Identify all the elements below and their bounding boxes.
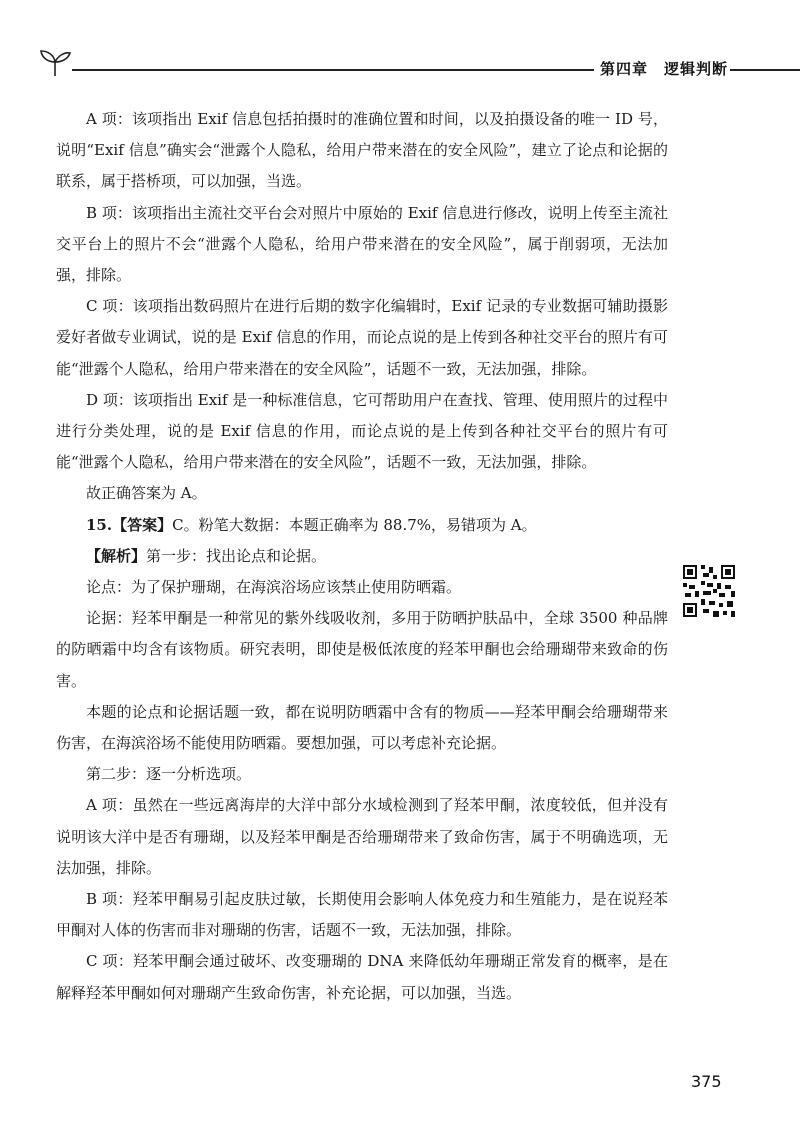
answer-label: 15.【答案】 <box>86 515 173 534</box>
page-body <box>56 104 668 1009</box>
paragraph: C 项：该项指出数码照片在进行后期的数字化编辑时，Exif 记录的专业数据可辅助摄影爱好者做专业调试，说的是 Exif 信息的作用，而论点说的是上传到各种社交平台的照片有可能“泄露个人隐私，给用户带来潜在的安全风险”，话题不一致，无法加强，排除。 <box>56 297 668 378</box>
analysis-label: 【解析】 <box>86 546 147 565</box>
qr-code-icon[interactable] <box>681 563 737 619</box>
paragraph: B 项：羟苯甲酮易引起皮肤过敏，长期使用会影响人体免疫力和生殖能力，是在说羟苯甲酮对人体的伤害而非对珊瑚的伤害，话题不一致，无法加强，排除。 <box>56 890 668 940</box>
paragraph: B 项：该项指出主流社交平台会对照片中原始的 Exif 信息进行修改，说明上传至主流社交平台上的照片不会“泄露个人隐私，给用户带来潜在的安全风险”，属于削弱项，无法加强，排除。 <box>56 203 668 285</box>
paragraph: C 项：羟苯甲酮会通过破坏、改变珊瑚的 DNA 来降低幼年珊瑚正常发育的概率，是在解释羟苯甲酮如何对珊瑚产生致命伤害，补充论据，可以加强，当选。 <box>56 952 668 1002</box>
paragraph: 论点：为了保护珊瑚，在海滨浴场应该禁止使用防晒霜。 <box>86 578 462 597</box>
answer-line <box>56 510 668 541</box>
paragraph: A 项：该项指出 Exif 信息包括拍摄时的准确位置和时间，以及拍摄设备的唯一 ID 号，说明“Exif 信息”确实会“泄露个人隐私，给用户带来潜在的安全风险”，建立了论点和论据的联系，属于搭桥项，可以加强，当选。 <box>56 110 668 191</box>
header-rule-right <box>730 69 800 71</box>
analysis-line <box>56 541 668 572</box>
paragraph: 故正确答案为 A。 <box>86 484 207 503</box>
paragraph: A 项：虽然在一些远离海岸的大洋中部分水域检测到了羟苯甲酮，浓度较低，但并没有说明该大洋中是否有珊瑚，以及羟苯甲酮是否给珊瑚带来了致命伤害，属于不明确选项，无法加强，排除。 <box>56 796 668 877</box>
page-number: 375 <box>691 1072 722 1091</box>
paragraph: 本题的论点和论据话题一致，都在说明防晒霜中含有的物质——羟苯甲酮会给珊瑚带来伤害，在海滨浴场不能使用防晒霜。要想加强，可以考虑补充论据。 <box>56 702 668 753</box>
answer-text: C。粉笔大数据：本题正确率为 88.7%，易错项为 A。 <box>172 515 537 534</box>
page-header <box>38 44 800 84</box>
paragraph: 第二步：逐一分析选项。 <box>86 765 252 784</box>
header-rule-left <box>72 69 622 71</box>
paragraph: D 项：该项指出 Exif 是一种标准信息，它可帮助用户在查找、管理、使用照片的过程中进行分类处理，说的是 Exif 信息的作用，而论点说的是上传到各种社交平台的照片有可能“泄露个人隐私，给用户带来潜在的安全风险”，话题不一致，无法加强，排除。 <box>56 390 668 472</box>
sprout-icon <box>38 46 72 80</box>
paragraph: 论据：羟苯甲酮是一种常见的紫外线吸收剂，多用于防晒护肤品中，全球 3500 种品牌的防晒霜中均含有该物质。研究表明，即使是极低浓度的羟苯甲酮也会给珊瑚带来致命的伤害。 <box>56 609 668 690</box>
chapter-title: 第四章 逻辑判断 <box>594 58 734 79</box>
analysis-text: 第一步：找出论点和论据。 <box>146 546 327 565</box>
